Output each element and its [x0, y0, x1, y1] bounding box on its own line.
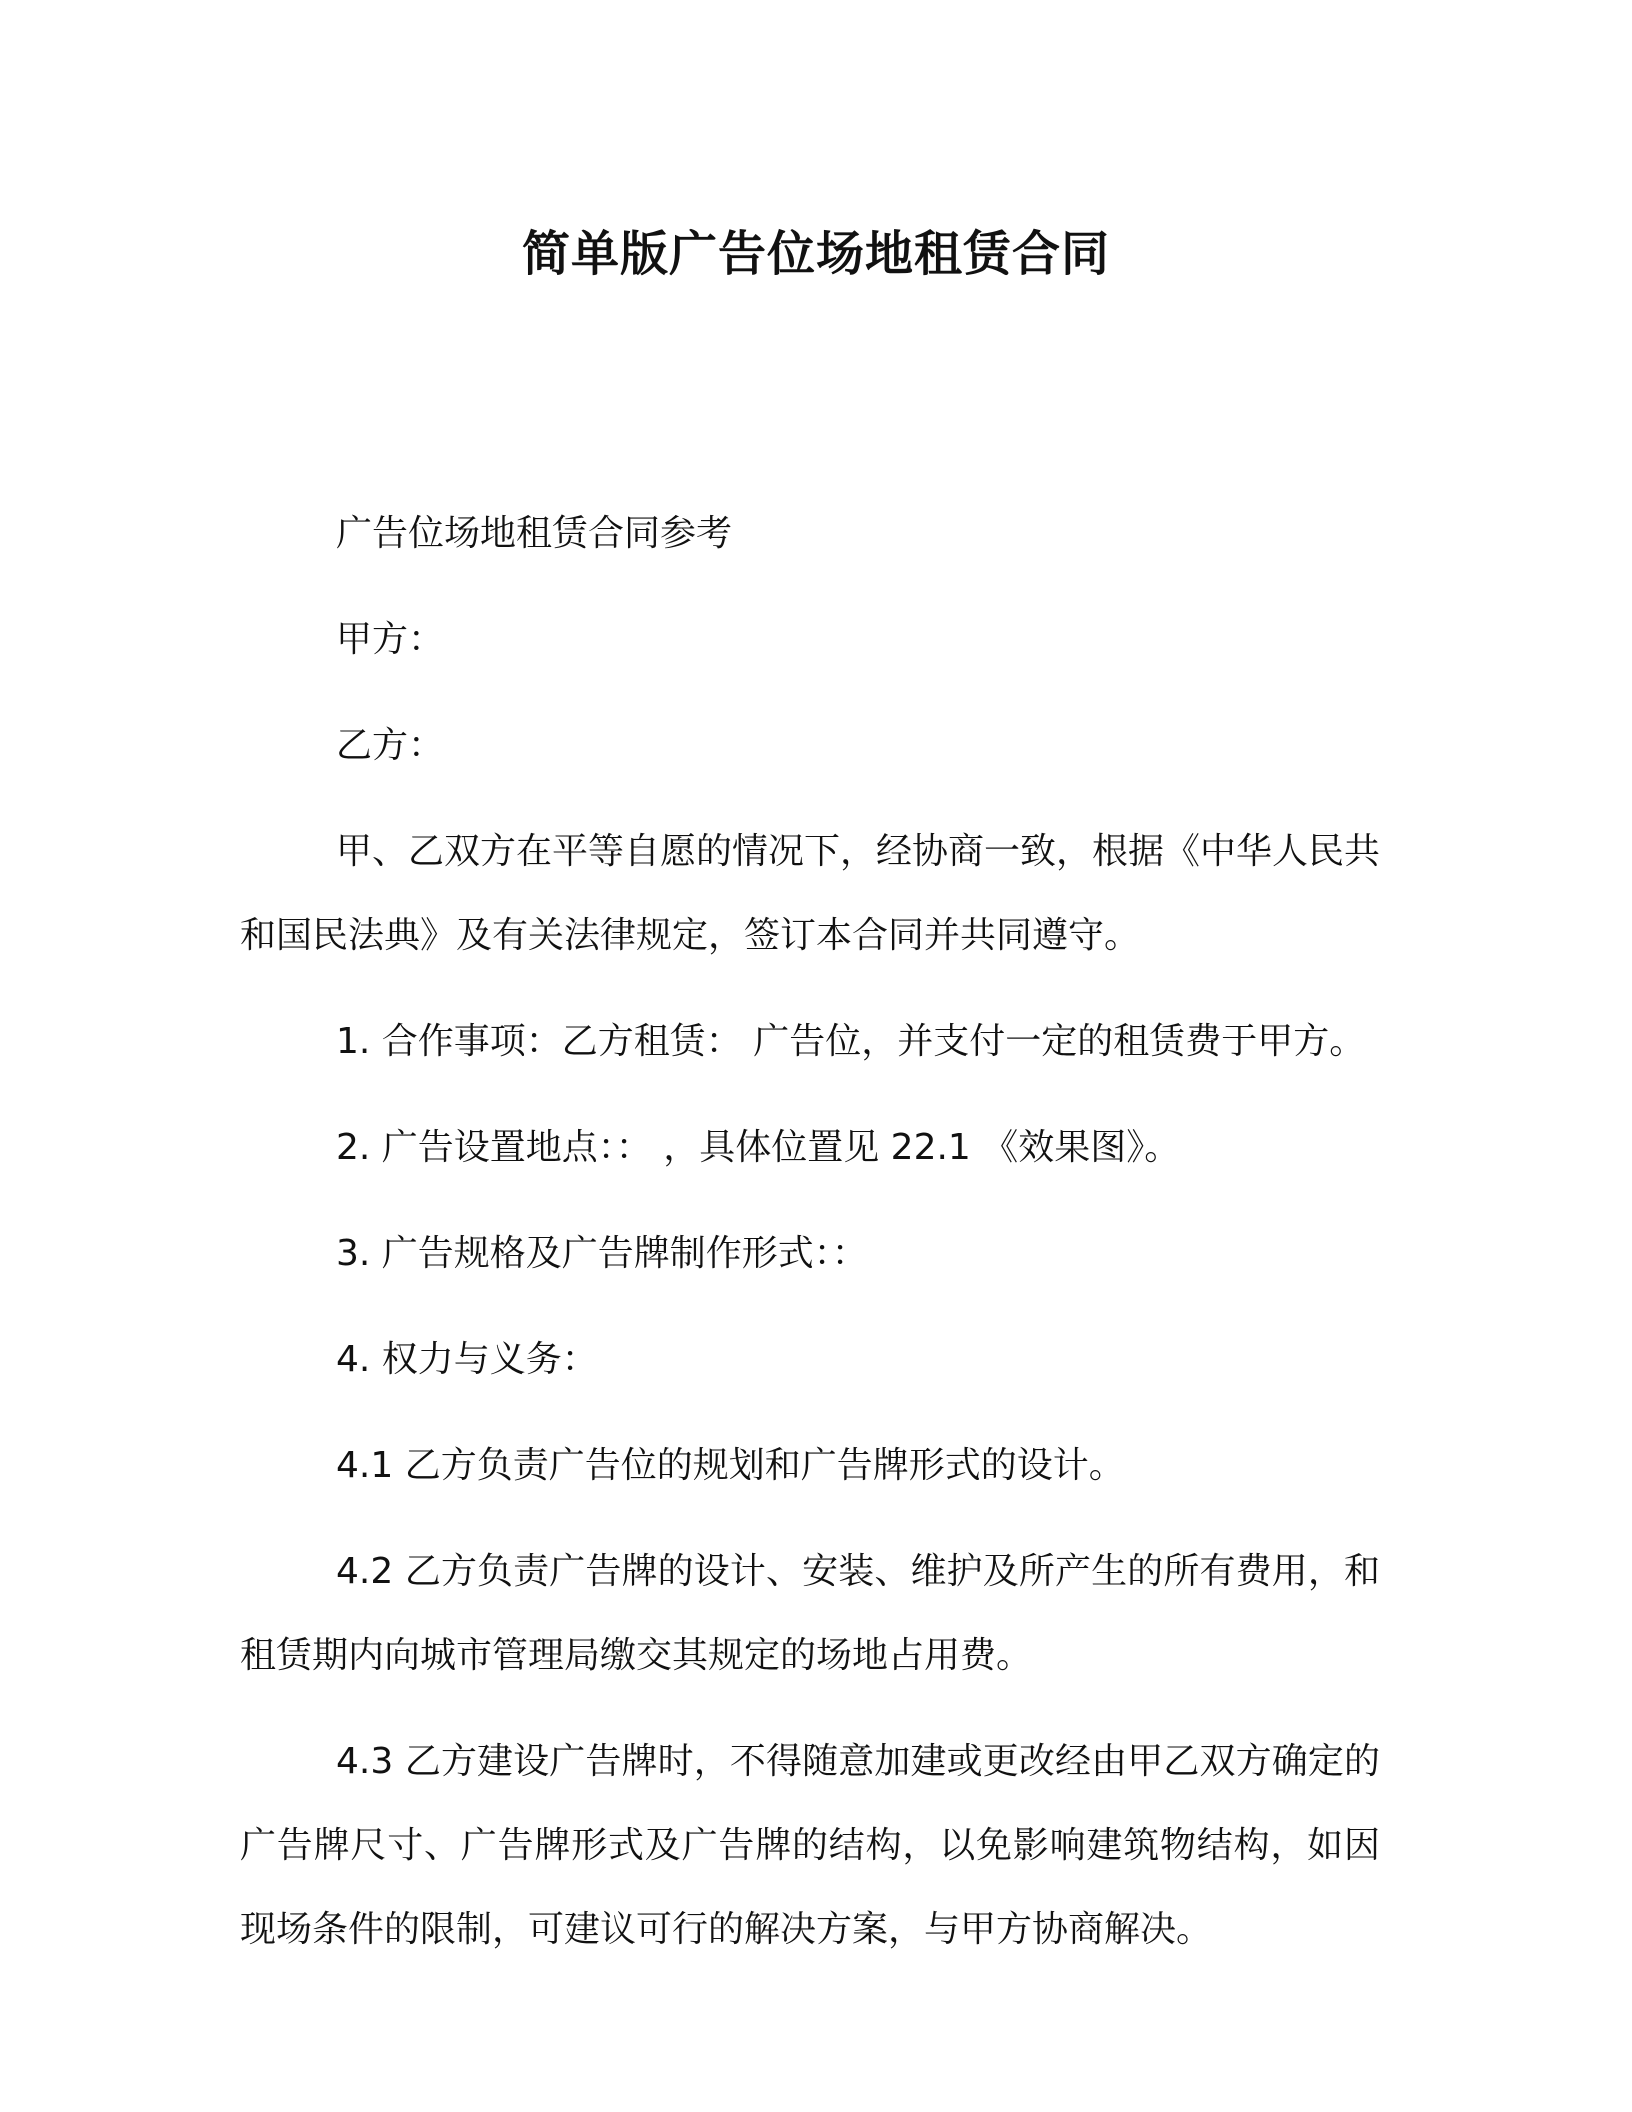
paragraph-party-b: 乙方：: [336, 725, 445, 766]
paragraph-clause-1: 1. 合作事项：乙方租赁： 广告位，并支付一定的租赁费于甲方。: [336, 1021, 1366, 1062]
paragraph-clause-4-1: 4.1 乙方负责广告位的规划和广告牌形式的设计。: [336, 1445, 1125, 1486]
paragraph-clause-4-3: 4.3 乙方建设广告牌时，不得随意加建或更改经由甲乙双方确定的广告牌尺寸、广告牌形式及广告牌的结构，以免影响建筑物结构，如因现场条件的限制，可建议可行的解决方案，与甲方协商解决。: [240, 1741, 1380, 1950]
paragraph-clause-3: 3. 广告规格及广告牌制作形式：：: [336, 1233, 868, 1274]
paragraph-preamble: 甲、乙双方在平等自愿的情况下，经协商一致，根据《中华人民共和国民法典》及有关法律规定，签订本合同并共同遵守。: [240, 831, 1381, 956]
document-title: 简单版广告位场地租赁合同: [521, 226, 1110, 282]
paragraph-subtitle: 广告位场地租赁合同参考: [336, 513, 733, 554]
paragraph-party-a: 甲方：: [336, 619, 445, 660]
paragraph-clause-4-2: 4.2 乙方负责广告牌的设计、安装、维护及所产生的所有费用，和租赁期内向城市管理局缴交其规定的场地占用费。: [240, 1551, 1380, 1676]
paragraph-clause-2: 2. 广告设置地点：： ，具体位置见 22.1 《效果图》。: [336, 1127, 1181, 1168]
paragraph-clause-4: 4. 权力与义务：: [336, 1339, 598, 1380]
document-body: [240, 492, 1380, 1994]
